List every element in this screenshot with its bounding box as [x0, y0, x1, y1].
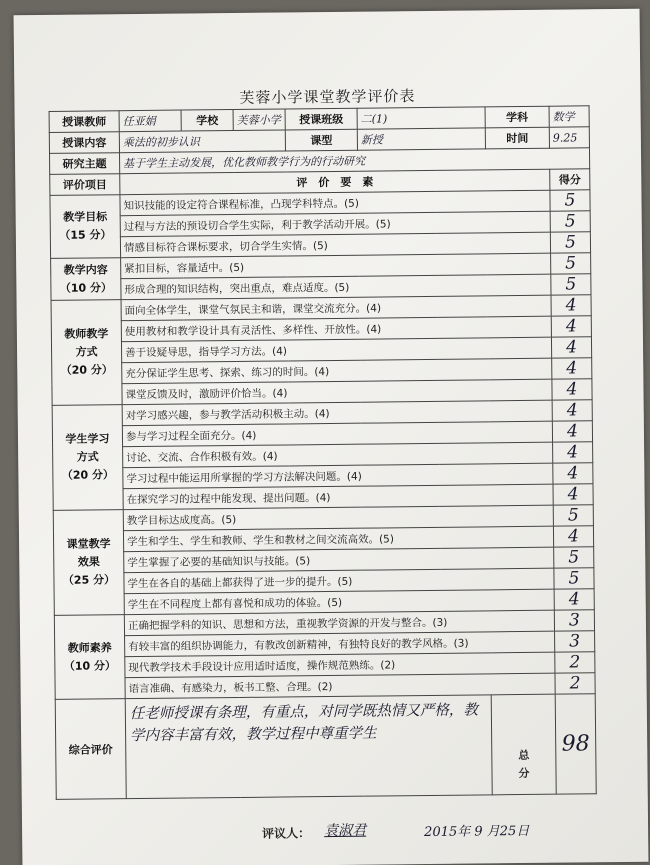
criterion-text: 情感目标符合课标要求，切合学生实情。(5) [120, 232, 550, 258]
section-name-line2: 方式 [76, 450, 99, 464]
header-score: 得分 [550, 169, 590, 190]
criterion-score: 5 [550, 190, 590, 211]
criterion-score: 2 [555, 673, 595, 694]
section-name-line2: 方式 [75, 345, 98, 359]
criterion-score: 5 [550, 211, 590, 232]
topic-value: 基于学生主动发展，优化教师教学行为的行动研究 [119, 148, 589, 174]
criterion-text: 教学目标达成度高。(5) [123, 505, 553, 531]
criterion-score: 5 [550, 232, 590, 253]
criterion-score: 2 [555, 652, 595, 673]
section-label [54, 615, 125, 700]
evaluator-label: 评议人： [262, 826, 311, 841]
summary-row [55, 694, 596, 800]
criterion-score: 4 [553, 442, 593, 463]
type-label: 课型 [285, 129, 357, 151]
criterion-score: 5 [554, 568, 594, 589]
total-label-line1: 总 [518, 748, 530, 762]
total-label [491, 694, 556, 795]
criterion-text: 在探究学习的过程中能发现、提出问题。(4) [123, 484, 553, 510]
topic-label: 研究主题 [49, 153, 119, 175]
criterion-score: 4 [552, 400, 592, 421]
section-name: 课堂教学 [66, 537, 111, 551]
criterion-text: 善于设疑导思，指导学习方法。(4) [121, 337, 551, 363]
section-label [50, 195, 121, 259]
section-label [52, 405, 123, 511]
section-name: 学生学习 [65, 432, 110, 446]
criterion-score: 5 [551, 253, 591, 274]
evaluator-signature: 袁淑君 [324, 822, 367, 840]
section-label [51, 258, 121, 301]
criterion-score: 4 [551, 295, 591, 316]
section-name: 教学目标 [63, 210, 108, 224]
criterion-score: 3 [555, 631, 595, 652]
type-value: 新授 [357, 128, 485, 150]
criterion-text: 课堂反馈及时，激励评价恰当。(4) [122, 379, 552, 405]
section-label [51, 300, 122, 406]
subject-label: 学科 [485, 106, 549, 128]
criterion-text: 知识技能的设定符合课程标准，凸现学科特点。(5) [120, 190, 550, 216]
time-value: 9.25 [549, 127, 589, 148]
criterion-score: 5 [551, 274, 591, 295]
teacher-value: 任亚娟 [119, 110, 181, 132]
time-label: 时间 [485, 127, 549, 149]
criterion-text: 讨论、交流、合作积极有效。(4) [123, 442, 553, 468]
criterion-text: 学生在各自的基础上都获得了进一步的提升。(5) [124, 568, 554, 594]
criterion-text: 学生和学生、学生和教师、学生和教材之间交流高效。(5) [123, 526, 553, 552]
form-footer [22, 817, 648, 841]
section-points: （25 分） [62, 573, 116, 587]
evaluation-form-sheet [14, 9, 649, 865]
criterion-score: 4 [552, 358, 592, 379]
summary-comment: 任老师授课有条理，有重点，对同学既热情又严格，教学内容丰富有效，教学过程中尊重学生 [129, 702, 478, 745]
content-value: 乘法的初步认识 [119, 130, 285, 153]
criterion-score: 4 [552, 421, 592, 442]
section-points: （15 分） [59, 228, 112, 242]
subject-value: 数学 [549, 106, 589, 127]
criterion-text: 语言准确、有感染力，板书工整、合理。(2) [125, 673, 555, 699]
criterion-score: 4 [551, 337, 591, 358]
total-score: 98 [555, 694, 596, 794]
content-label: 授课内容 [49, 132, 119, 154]
criterion-text: 正确把握学科的知识、思想和方法，重视教学资源的开发与整合。(3) [124, 610, 554, 636]
section-points: （10 分） [59, 280, 113, 295]
criterion-score: 4 [551, 316, 591, 337]
criterion-text: 学习过程中能运用所掌握的学习方法解决问题。(4) [123, 463, 553, 489]
total-label-line2: 分 [518, 766, 530, 780]
school-value: 芙蓉小学 [233, 109, 285, 131]
form-title: 芙蓉小学课堂教学评价表 [239, 87, 416, 107]
criterion-text: 现代教学技术手段设计应用适时适度，操作规范熟练。(2) [125, 652, 555, 678]
criterion-score: 4 [553, 463, 593, 484]
evaluation-table [49, 105, 597, 800]
criterion-text: 面向全体学生，课堂气氛民主和谐，课堂交流充分。(4) [121, 295, 551, 321]
section-name: 教学内容 [63, 262, 108, 277]
criterion-text: 有较丰富的组织协调能力，有教改创新精神，有独特良好的教学风格。(3) [125, 631, 555, 657]
criterion-score: 3 [554, 610, 594, 631]
criterion-text: 使用教材和教学设计具有灵活性、多样性、开放性。(4) [121, 316, 551, 342]
section-points: （10 分） [63, 658, 116, 673]
criterion-score: 4 [552, 379, 592, 400]
criterion-score: 4 [553, 484, 593, 505]
section-name-line2: 效果 [77, 555, 100, 569]
class-value: 二(1) [357, 107, 485, 129]
criterion-score: 4 [554, 589, 594, 610]
criterion-text: 对学习感兴趣，参与教学活动积极主动。(4) [122, 400, 552, 426]
criterion-text: 过程与方法的预设切合学生实际，利于教学活动开展。(5) [120, 211, 550, 237]
summary-label: 综合评价 [55, 699, 126, 800]
criterion-score: 5 [554, 547, 594, 568]
criterion-text: 充分保证学生思考、探索、练习的时间。(4) [122, 358, 552, 384]
section-points: （20 分） [61, 468, 114, 482]
criterion-score: 4 [553, 526, 593, 547]
criterion-text: 参与学习过程全面充分。(4) [122, 421, 552, 447]
class-label: 授课班级 [285, 108, 357, 130]
section-name: 教师素养 [67, 640, 112, 655]
section-label [53, 510, 124, 616]
teacher-label: 授课教师 [49, 111, 119, 133]
criterion-text: 学生在不同程度上都有喜悦和成功的体验。(5) [124, 589, 554, 615]
header-criteria: 评 价 要 素 [120, 169, 550, 195]
criterion-score: 5 [553, 505, 593, 526]
summary-comment-cell [125, 695, 492, 799]
criterion-text: 形成合理的知识结构，突出重点，难点适度。(5) [121, 274, 551, 300]
criterion-text: 紧扣目标，容量适中。(5) [121, 253, 551, 279]
criterion-text: 学生掌握了必要的基础知识与技能。(5) [124, 547, 554, 573]
section-name: 教师教学 [64, 327, 109, 341]
school-label: 学校 [181, 110, 233, 132]
header-item: 评价项目 [50, 174, 120, 196]
evaluation-date: 2015年 9 月25日 [424, 823, 530, 841]
section-points: （20 分） [60, 363, 113, 377]
